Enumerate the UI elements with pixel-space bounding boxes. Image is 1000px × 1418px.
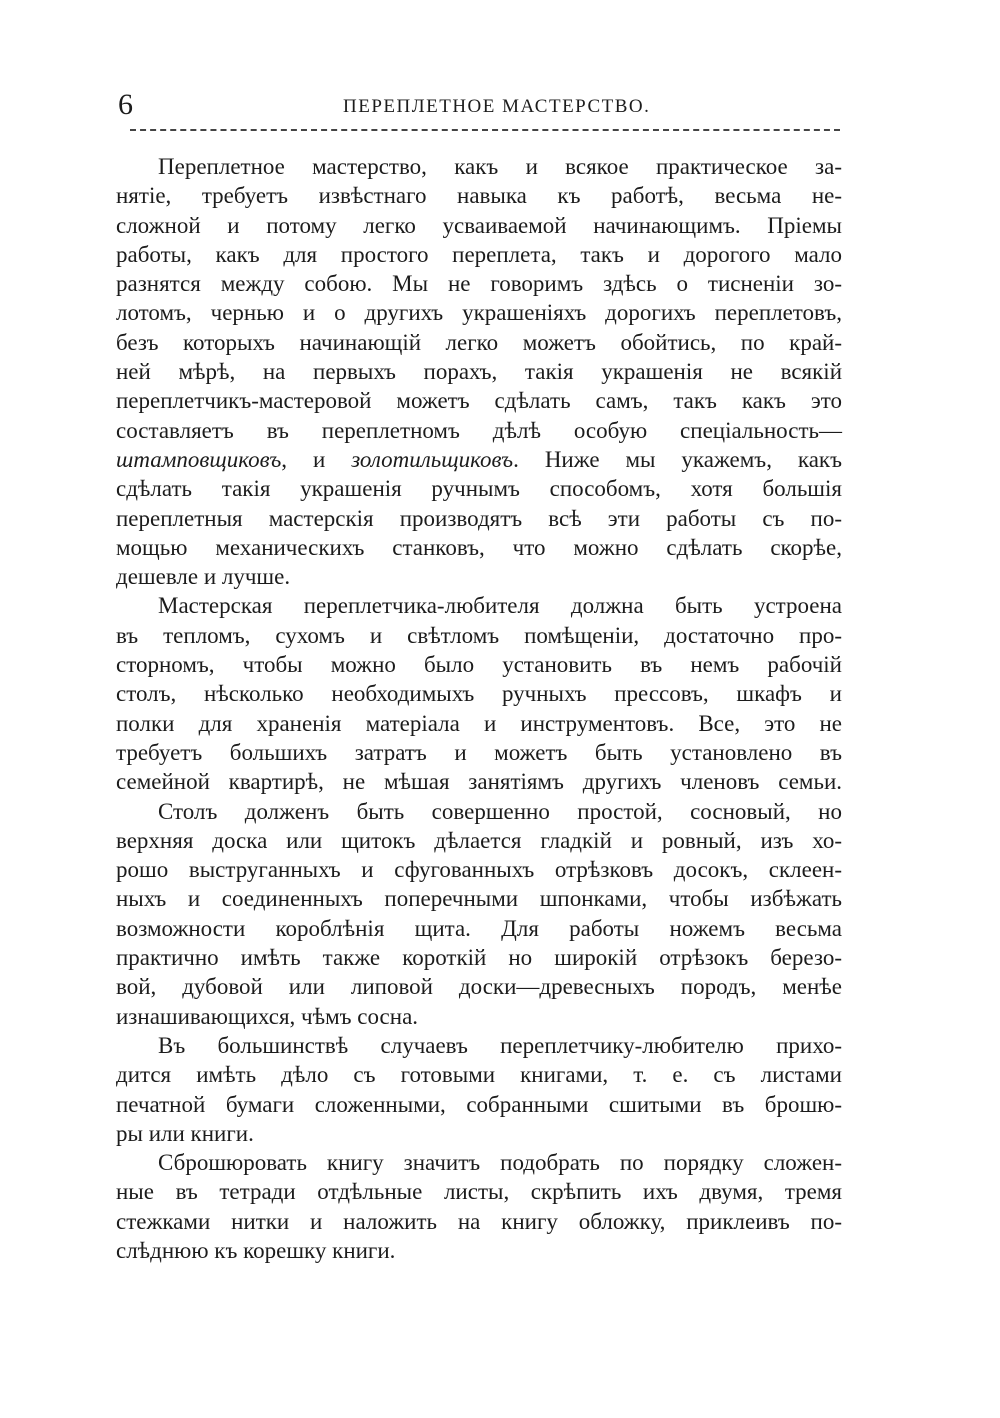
italic-term: золотильщиковъ	[351, 446, 514, 472]
body-text	[116, 152, 842, 1265]
paragraph-5	[116, 1148, 842, 1265]
text-line: нятіе, требуетъ извѣстнаго навыка къ работѣ, весьма не-	[116, 183, 842, 209]
text-line: рошо выструганныхъ и сфугованныхъ отрѣзковъ досокъ, склеен-	[116, 857, 842, 883]
text-line: полки для храненія матеріала и инструментовъ. Все, это не	[116, 710, 842, 736]
text-line: ныхъ и соединенныхъ поперечными шпонками, чтобы избѣжать	[116, 886, 842, 912]
text-line: требуетъ большихъ затратъ и можетъ быть установлено въ	[116, 739, 842, 765]
paragraph-3	[116, 797, 842, 1031]
text-line: въ тепломъ, сухомъ и свѣтломъ помѣщеніи, достаточно про-	[116, 622, 842, 648]
text-line: сдѣлать такія украшенія ручнымъ способомъ, хотя большія	[116, 476, 842, 502]
text-line: печатной бумаги сложенными, собранными сшитыми въ брошю-	[116, 1091, 842, 1117]
text-line: возможности короблѣнія щита. Для работы ножемъ весьма	[116, 915, 842, 941]
text-line: практично имѣть также короткій но широкій отрѣзокъ березо-	[116, 945, 842, 971]
paragraph-1	[116, 152, 842, 591]
text-line: составляетъ въ переплетномъ дѣлѣ особую спеціальность—	[116, 417, 842, 443]
text-line: сложной и потому легко усваиваемой начинающимъ. Пріемы	[116, 212, 842, 238]
inline-text: , и	[281, 446, 352, 472]
text-line: Мастерская переплетчика-любителя должна быть устроена	[158, 593, 842, 619]
text-line: переплетчикъ-мастеровой можетъ сдѣлать самъ, такъ какъ это	[116, 388, 842, 414]
text-line: лотомъ, чернью и о другихъ украшеніяхъ дорогихъ переплетовъ,	[116, 300, 842, 326]
text-line: слѣднюю къ корешку книги.	[116, 1237, 396, 1263]
text-line: верхняя доска или щитокъ дѣлается гладкій и ровный, изъ хо-	[116, 827, 842, 853]
text-line: ней мѣрѣ, на первыхъ порахъ, такія украшенія не всякій	[116, 359, 842, 385]
text-line: дешевле и лучше.	[116, 564, 291, 590]
text-line: столъ, нѣсколько необходимыхъ ручныхъ прессовъ, шкафъ и	[116, 681, 842, 707]
text-line: изнашивающихся, чѣмъ сосна.	[116, 1003, 419, 1029]
text-line: Столъ долженъ быть совершенно простой, сосновый, но	[158, 798, 842, 824]
page-number: 6	[118, 88, 133, 121]
text-line: Переплетное мастерство, какъ и всякое практическое за-	[158, 154, 842, 179]
text-line: ные въ тетради отдѣльные листы, скрѣпить ихъ двумя, тремя	[116, 1179, 842, 1205]
italic-term: штамповщиковъ	[116, 446, 282, 472]
paragraph-4	[116, 1031, 842, 1148]
text-line: вой, дубовой или липовой доски—древесныхъ породъ, менѣе	[116, 974, 842, 1000]
text-line: безъ которыхъ начинающій легко можетъ обойтись, по край-	[116, 329, 842, 355]
text-line-with-italics	[116, 445, 842, 474]
header-rule	[130, 129, 840, 131]
text-line: сторномъ, чтобы можно было установить въ немъ рабочій	[116, 652, 842, 678]
running-head	[118, 88, 838, 128]
text-line: переплетныя мастерскія производятъ всѣ эти работы съ по-	[116, 505, 842, 531]
text-line: ры или книги.	[116, 1120, 254, 1146]
text-line: Въ большинствѣ случаевъ переплетчику-любителю прихо-	[158, 1032, 842, 1058]
inline-text: . Ниже мы укажемъ, какъ	[513, 446, 842, 472]
text-line: стежками нитки и наложить на книгу обложку, приклеивъ по-	[116, 1208, 842, 1234]
text-line: разнятся между собою. Мы не говоримъ здѣсь о тисненіи зо-	[116, 271, 842, 297]
text-line: мощью механическихъ станковъ, что можно сдѣлать скорѣе,	[116, 534, 842, 560]
running-title: ПЕРЕПЛЕТНОЕ МАСТЕРСТВО.	[343, 96, 651, 117]
text-line: семейной квартирѣ, не мѣшая занятіямъ другихъ членовъ семьи.	[116, 769, 842, 795]
text-line: работы, какъ для простого переплета, такъ и дорогого мало	[116, 241, 842, 267]
text-line: Сброшюровать книгу значитъ подобрать по порядку сложен-	[158, 1150, 842, 1176]
text-line: дится имѣть дѣло съ готовыми книгами, т. е. съ листами	[116, 1062, 842, 1088]
paragraph-2	[116, 591, 842, 796]
